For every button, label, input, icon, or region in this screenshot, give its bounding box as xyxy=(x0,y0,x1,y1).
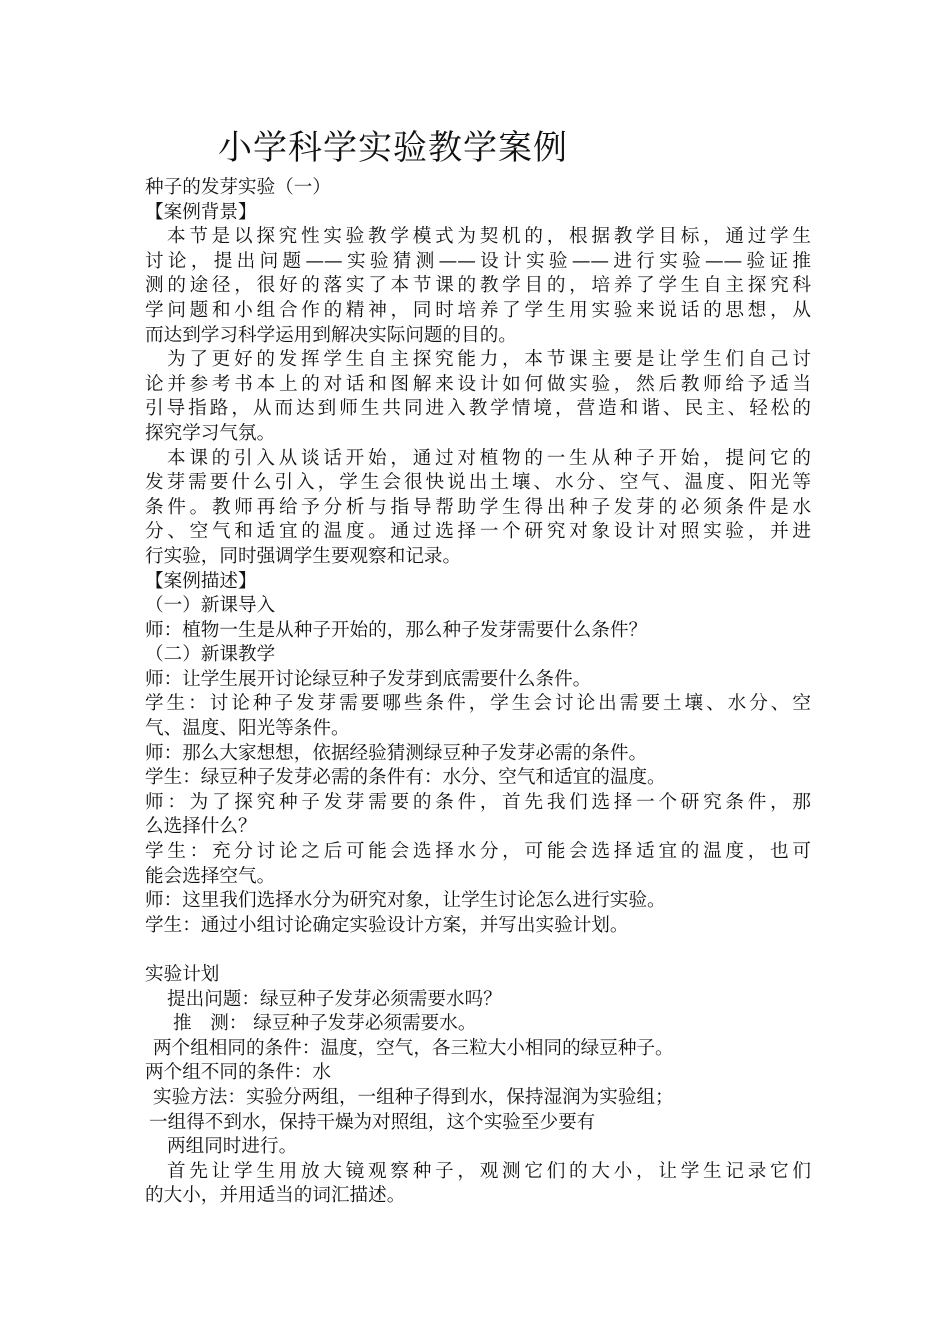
document-title: 小学科学实验教学案例 xyxy=(218,128,568,168)
dialog-line: 师：那么大家想想，依据经验猜测绿豆种子发芽必需的条件。 xyxy=(145,742,648,764)
paragraph-1-line-4: 学问题和小组合作的精神，同时培养了学生用实验来说话的思想，从 xyxy=(145,299,811,321)
paragraph-1-line-2: 讨论，提出问题——实验猜测——设计实验——进行实验——验证推 xyxy=(145,250,811,272)
blank-line xyxy=(145,938,811,963)
dialog-line: 么选择什么？ xyxy=(145,816,257,838)
background-heading: 【案例背景】 xyxy=(145,201,257,223)
dialog-line: 学生：讨论种子发芽需要哪些条件，学生会讨论出需要土壤、水分、空 xyxy=(145,693,811,715)
plan-hypothesis: 推 测： 绿豆种子发芽必须需要水。 xyxy=(173,1013,477,1035)
section-2-heading: （二）新课教学 xyxy=(145,644,276,666)
section-1-heading: （一）新课导入 xyxy=(145,595,276,617)
plan-different-conditions: 两个组不同的条件：水 xyxy=(145,1062,331,1084)
plan-same-conditions: 两个组相同的条件：温度，空气，各三粒大小相同的绿豆种子。 xyxy=(153,1037,674,1059)
dialog-line: 能会选择空气。 xyxy=(145,865,276,887)
paragraph-1-line-5: 而达到学习科学运用到解决实际问题的目的。 xyxy=(145,324,517,346)
plan-method-line-2: 一组得不到水，保持干燥为对照组，这个实验至少要有 xyxy=(149,1111,596,1133)
paragraph-3-line-4: 分、空气和适宜的温度。通过选择一个研究对象设计对照实验，并进 xyxy=(145,521,811,543)
plan-method-line-3: 两组同时进行。 xyxy=(167,1136,298,1158)
description-heading: 【案例描述】 xyxy=(145,570,257,592)
paragraph-2-line-2: 论并参考书本上的对话和图解来设计如何做实验，然后教师给予适当 xyxy=(145,373,811,395)
dialog-line: 师：这里我们选择水分为研究对象，让学生讨论怎么进行实验。 xyxy=(145,890,666,912)
paragraph-2-line-1: 为了更好的发挥学生自主探究能力，本节课主要是让学生们自己讨 xyxy=(167,349,811,371)
plan-observe-line-1: 首先让学生用放大镜观察种子，观测它们的大小，让学生记录它们 xyxy=(167,1160,811,1182)
dialog-line: 师：植物一生是从种子开始的，那么种子发芽需要什么条件？ xyxy=(145,619,648,641)
paragraph-1-line-1: 本节是以探究性实验教学模式为契机的，根据教学目标，通过学生 xyxy=(167,226,811,248)
paragraph-3-line-5: 行实验，同时强调学生要观察和记录。 xyxy=(145,545,462,567)
plan-observe-line-2: 的大小，并用适当的词汇描述。 xyxy=(145,1185,406,1207)
plan-question: 提出问题：绿豆种子发芽必须需要水吗？ xyxy=(167,988,502,1010)
dialog-line: 学生：通过小组讨论确定实验设计方案，并写出实验计划。 xyxy=(145,914,629,936)
dialog-line: 气、温度、阳光等条件。 xyxy=(145,718,350,740)
paragraph-2-line-4: 探究学习气氛。 xyxy=(145,422,276,444)
dialog-line: 学生：充分讨论之后可能会选择水分，可能会选择适宜的温度，也可 xyxy=(145,841,811,863)
case-subtitle: 种子的发芽实验（一） xyxy=(145,177,331,198)
paragraph-3-line-3: 条件。教师再给予分析与指导帮助学生得出种子发芽的必须条件是水 xyxy=(145,496,811,518)
document-body xyxy=(145,176,811,1209)
plan-heading: 实验计划 xyxy=(145,964,220,985)
dialog-line: 师：为了探究种子发芽需要的条件，首先我们选择一个研究条件，那 xyxy=(145,791,811,813)
plan-method-line-1: 实验方法：实验分两组，一组种子得到水，保持湿润为实验组； xyxy=(153,1086,674,1108)
paragraph-2-line-3: 引导指路，从而达到师生共同进入教学情境，营造和谐、民主、轻松的 xyxy=(145,398,811,420)
paragraph-3-line-2: 发芽需要什么引入，学生会很快说出土壤、水分、空气、温度、阳光等 xyxy=(145,472,811,494)
paragraph-3-line-1: 本课的引入从谈话开始，通过对植物的一生从种子开始，提问它的 xyxy=(167,447,811,469)
dialog-line: 师：让学生展开讨论绿豆种子发芽到底需要什么条件。 xyxy=(145,668,592,690)
paragraph-1-line-3: 测的途径，很好的落实了本节课的教学目的，培养了学生自主探究科 xyxy=(145,275,811,297)
dialog-line: 学生：绿豆种子发芽必需的条件有：水分、空气和适宜的温度。 xyxy=(145,767,666,789)
